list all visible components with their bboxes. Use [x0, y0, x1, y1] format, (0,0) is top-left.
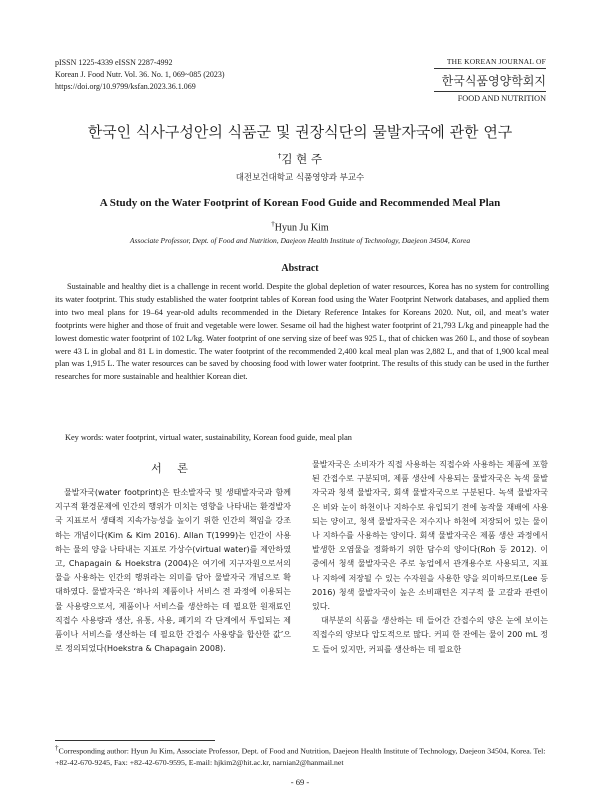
- affiliation-korean: 대전보건대학교 식품영양과 부교수: [235, 173, 365, 183]
- author-english: [0, 220, 600, 233]
- journal-name-ko: 한국식품영양학회지: [441, 74, 546, 88]
- paragraph: 물발자국(water footprint)은 탄소발자국 및 생태발자국과 함께 지구적 환경문제에 인간의 행위가 미치는 영향을 나타내는 환경발자국 지표로서 생태적 지속가능성을 높이기 위한 인간의 책임을 강조하는 개념이다(Kim & Kim 2016). Allan T(1999)는 인간이 사용하는 물의 양을 나타내는 지표로 가상수(virtual water)를 제안하였고, Chapagain & Hoekstra (2004)은 여기에 지구자원으로서의 물을 사용하는 인간의 행위라는 의미를 담아 물발자국 개념으로 확대하였다. 물발자국은 ‘하나의 제품이나 서비스 전 과정에 이용되는 물 사용량으로서, 제품이나 서비스를 생산하는 데 필요한 원재료인 직접수 사용량과 생산, 유통, 사용, 폐기의 각 단계에서 투입되는 제품이나 서비스를 생산하는 데 필요한 간접수 사용량을 합산한 값’으로 정의되었다(Hoekstra & Chapagain 2008).: [55, 488, 291, 654]
- abstract-heading: Abstract: [281, 263, 319, 274]
- page-number: - 69 -: [290, 777, 310, 787]
- journal-name-en-2: FOOD AND NUTRITION: [434, 91, 546, 103]
- author-korean-name: 김 현 주: [281, 152, 323, 166]
- citation-line: Korean J. Food Nutr. Vol. 36. No. 1, 069~085 (2023): [55, 70, 225, 79]
- paragraph: 물발자국은 소비자가 직접 사용하는 직접수와 사용하는 제품에 포함된 간접수로 구분되며, 제품 생산에 사용되는 물발자국은 녹색 물발자국과 청색 물발자국, 회색 물발자국으로 구분된다. 녹색 물발자국은 비와 눈이 하천이나 지하수로 유입되기 전에 농작물 재배에 사용되는 양이고, 청색 물발자국은 저수지나 하천에 저장되어 있는 물이나 지하수를 사용하는 양이다. 회색 물발자국은 제품 생산 과정에서 발생한 오염물을 정화하기 위한 담수의 양이다(Roh 등 2012). 이 중에서 청색 물발자국은 주로 농업에서 관개용수로 사용되고, 지표나 지하에 저장될 수 있는 수자원을 사용한 양을 의미하므로(Lee 등 2016) 청색 물발자국이 높은 소비패턴은 지구적 물 고갈과 관련이 있다.: [312, 460, 548, 612]
- body-column-left: [55, 486, 291, 656]
- keywords: Key words: water footprint, virtual water, sustainability, Korean food guide, meal plan: [65, 433, 352, 442]
- author-english-name: Hyun Ju Kim: [274, 222, 329, 234]
- journal-logo: [434, 57, 546, 103]
- corresponding-mark: †: [277, 152, 282, 161]
- body-column-right: [312, 458, 548, 657]
- footnote-mark: †: [55, 744, 59, 752]
- title-korean: 한국인 식사구성안의 식품군 및 권장식단의 물발자국에 관한 연구: [87, 123, 513, 141]
- citation-block: [55, 57, 225, 93]
- abstract-text: Sustainable and healthy diet is a challenge in recent world. Despite the global depletion of water resources, Korea has no system for controlling its water footprint. This study established the water footprint tables of Korean food using the Water Footprint Network databases, and applied them into two meal plans for 19–64 year-old adults recommended in the Dietary Reference Intakes for Koreans 2020. Nut, oil, and meat’s water footprints were higher and those of fruit and vegetable were lower. Sesame oil had the highest water footprint of 21,793 L/kg and pineapple had the lowest domestic water footprint of 102 L/kg. Water footprint of one serving size of beef was 925 L, that of chicken was 260 L, and those of soybean were 43 L in global and 81 L in domestic. The water footprint of the recommended 2,400 kcal meal plan was 2,882 L, and that of 1,900 kcal meal plan was 1,915 L. The water resources can be saved by choosing food with lower water footprint. The results of this study can be used in the further researches for more sustainable and healthier Korean diet.: [55, 282, 549, 382]
- issn-line: pISSN 1225-4339 eISSN 2287-4992: [55, 58, 173, 67]
- corresponding-author-footnote: [55, 743, 549, 769]
- footnote-text: Corresponding author: Hyun Ju Kim, Associate Professor, Dept. of Food and Nutrition, Daejeon Health Institute of Technology, Daejeon 34504, Korea. Tel: +82-42-670-9245, Fax: +82-42-670-9595, E-mail: hjkim2@hit.ac.kr, narnian2@hanmail.net: [55, 746, 546, 768]
- section-heading-introduction: 서 론: [151, 462, 194, 475]
- affiliation-english: Associate Professor, Dept. of Food and Nutrition, Daejeon Health Institute of Technology, Daejeon 34504, Korea: [129, 236, 471, 245]
- journal-name-en: THE KOREAN JOURNAL OF: [434, 57, 546, 69]
- footnote-divider: [55, 740, 215, 741]
- title-english: A Study on the Water Footprint of Korean Food Guide and Recommended Meal Plan: [99, 197, 501, 209]
- author-korean: [0, 151, 600, 167]
- paragraph: 대부분의 식품을 생산하는 데 들어간 간접수의 양은 눈에 보이는 직접수의 양보다 압도적으로 많다. 커피 한 잔에는 물이 200 mL 정도 들어 있지만, 커피를 생산하는 데 필요한: [312, 616, 548, 654]
- doi-link[interactable]: https://doi.org/10.9799/ksfan.2023.36.1.069: [55, 82, 196, 91]
- corresponding-mark-en: †: [271, 220, 275, 228]
